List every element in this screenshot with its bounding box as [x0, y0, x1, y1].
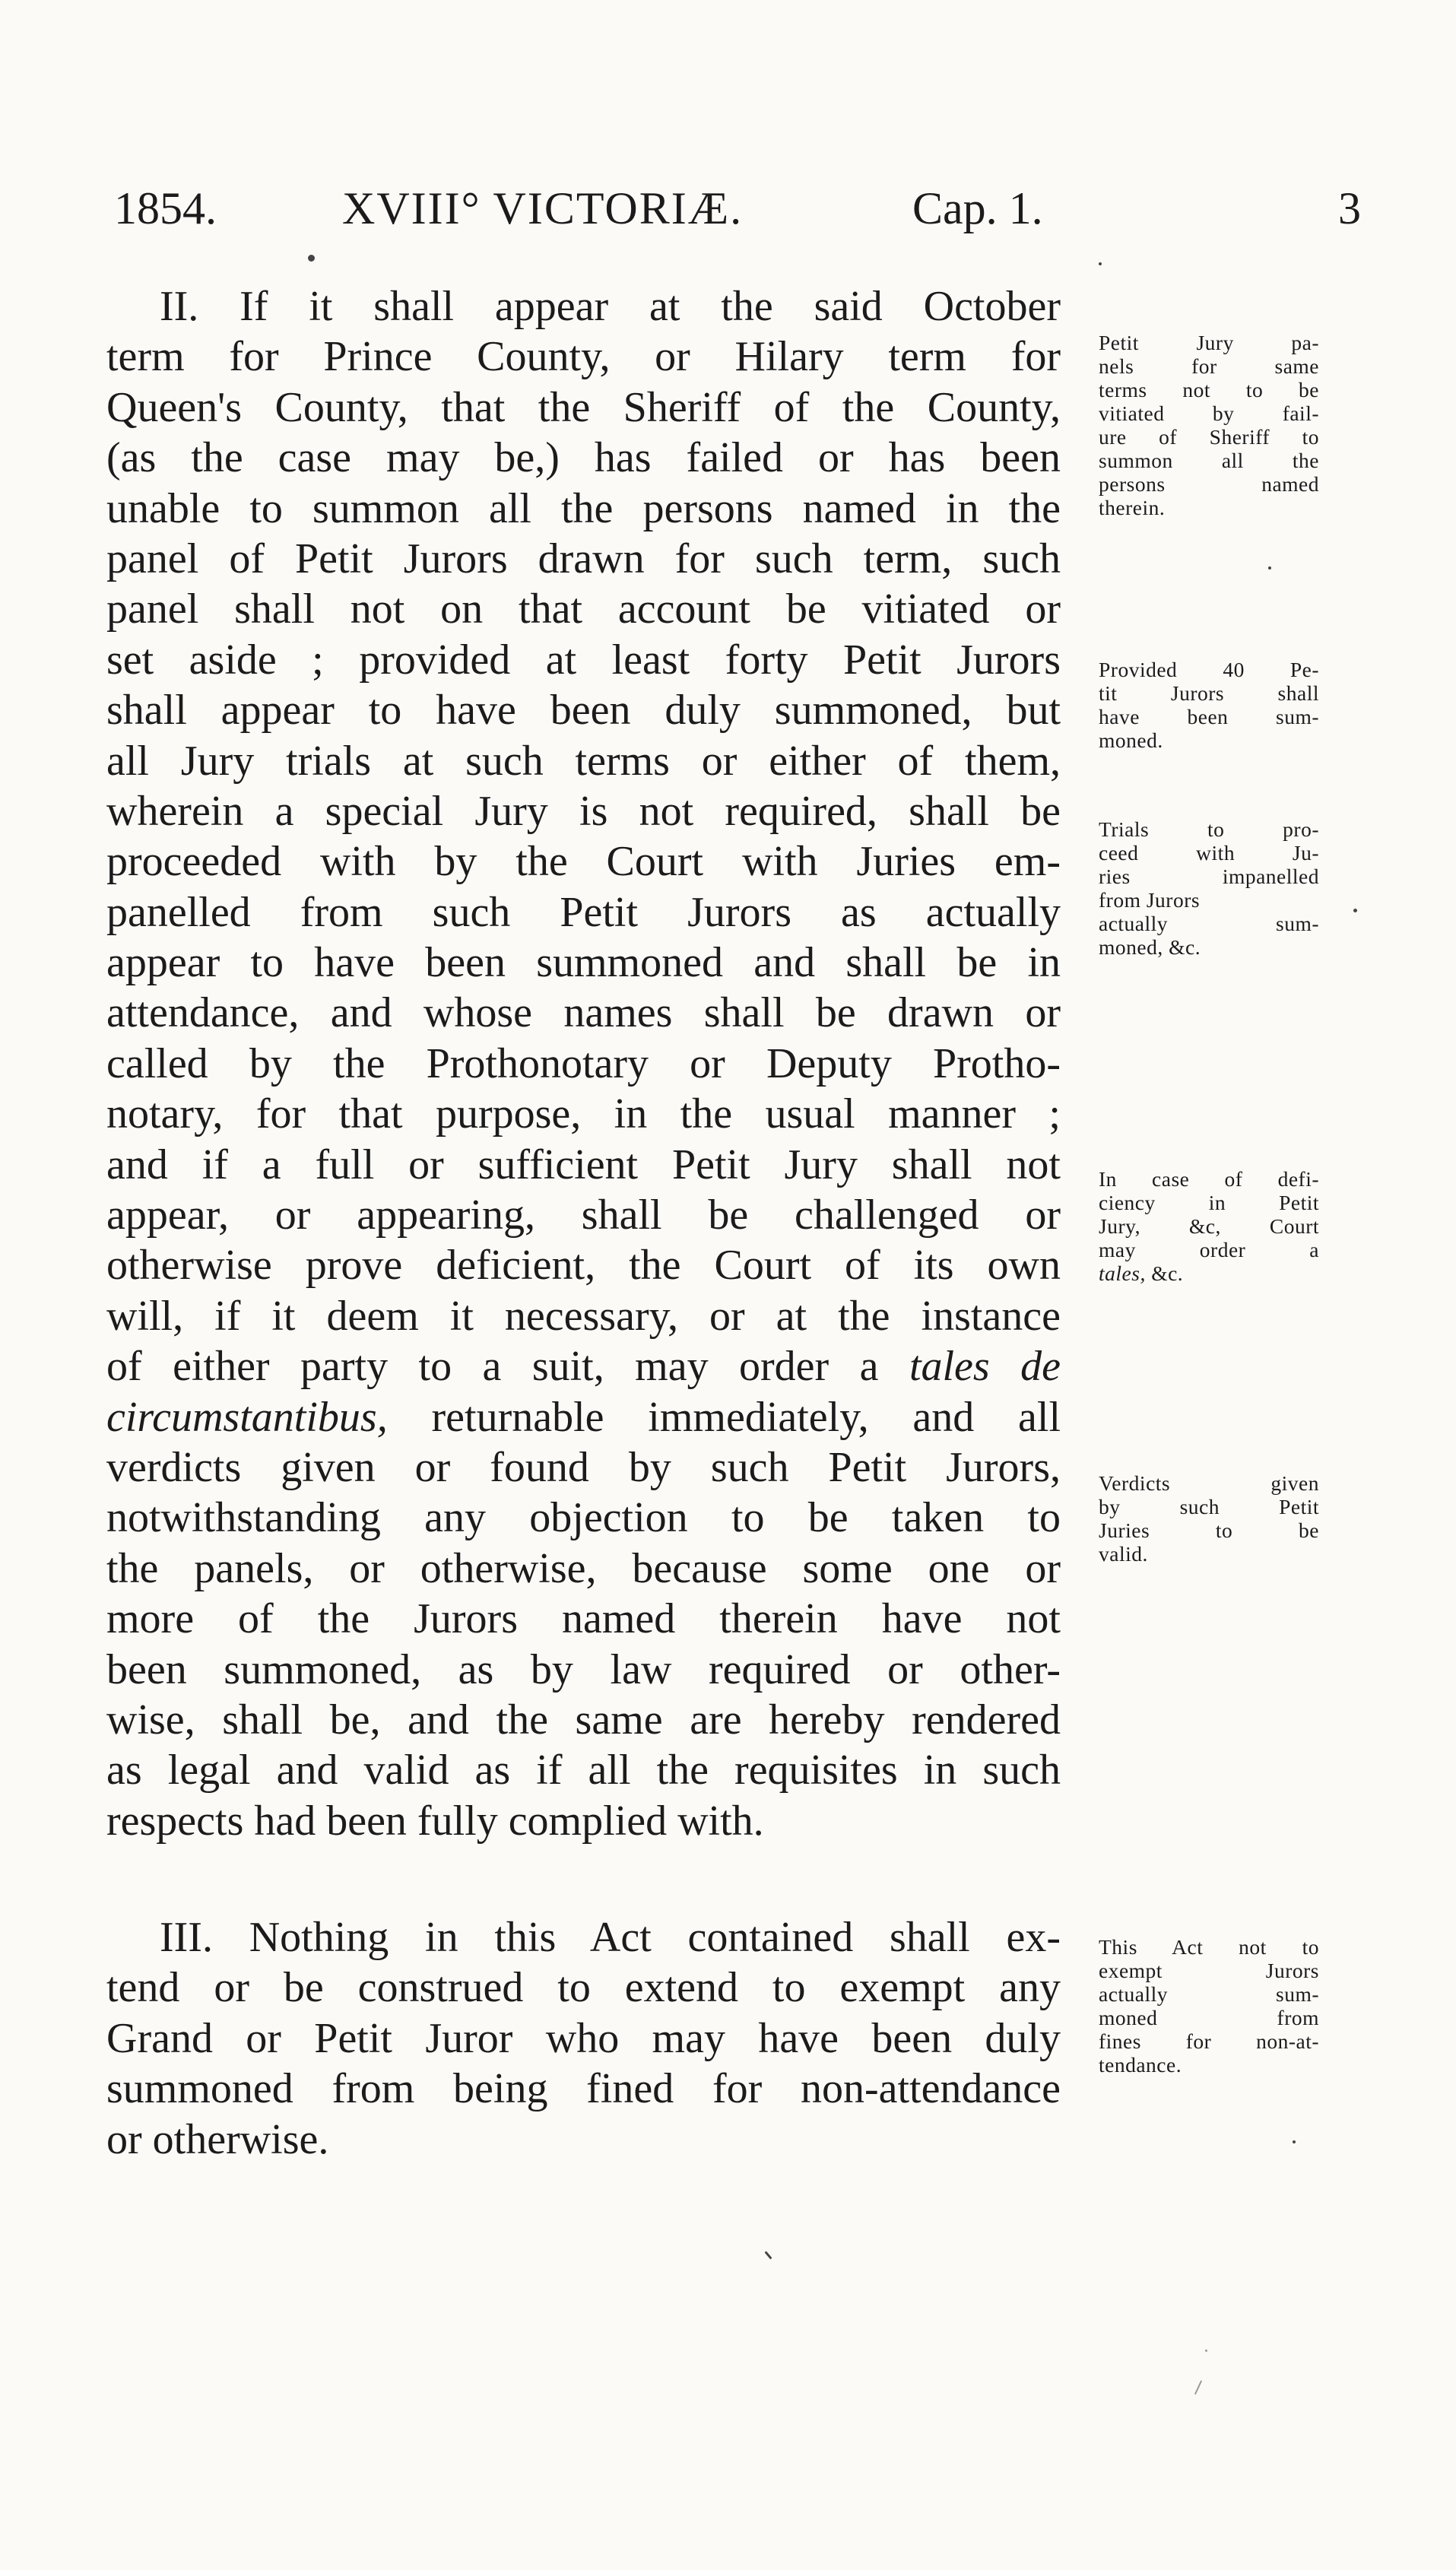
- note-line: ciency in Petit: [1099, 1191, 1319, 1214]
- scan-speck: [1353, 909, 1357, 912]
- text-line: II. If it shall appear at the said October: [160, 283, 1061, 330]
- text-line: III. Nothing in this Act contained shall ex-: [160, 1914, 1061, 1961]
- note-line: ries impanelled: [1099, 865, 1319, 888]
- italic-phrase: tales,: [1099, 1261, 1146, 1285]
- text-line: called by the Prothonotary or Deputy Protho-: [106, 1039, 1061, 1087]
- note-line: vitiated by fail-: [1099, 401, 1319, 425]
- text-line: attendance, and whose names shall be drawn or: [106, 989, 1061, 1037]
- scan-speck: [764, 2251, 772, 2259]
- note-line: This Act not to: [1099, 1935, 1319, 1959]
- text-line: and if a full or sufficient Petit Jury shall not: [106, 1141, 1061, 1188]
- text-run: of either party to a suit, may order a: [106, 1343, 909, 1391]
- text-line: panelled from such Petit Jurors as actually: [106, 888, 1061, 936]
- text-line: set aside ; provided at least forty Petit Jurors: [106, 636, 1061, 684]
- note-line: moned from: [1099, 2006, 1319, 2029]
- note-line: Trials to pro-: [1099, 817, 1319, 841]
- header-chapter: Cap. 1.: [912, 183, 1043, 233]
- marginal-note: [1099, 331, 1319, 519]
- text-line: all Jury trials at such terms or either of them,: [106, 737, 1061, 785]
- note-line: terms not to be: [1099, 378, 1319, 401]
- text-line: as legal and valid as if all the requisites in such: [106, 1747, 1061, 1794]
- note-line: summon all the: [1099, 449, 1319, 472]
- note-line: Provided 40 Pe-: [1099, 658, 1319, 681]
- note-line: [1099, 1261, 1319, 1285]
- note-line: valid.: [1099, 1542, 1148, 1566]
- scan-speck: [1099, 262, 1102, 265]
- note-line: Verdicts given: [1099, 1471, 1319, 1495]
- scan-speck: [308, 255, 315, 262]
- text-line: more of the Jurors named therein have not: [106, 1595, 1061, 1643]
- text-line: notwithstanding any objection to be taken to: [106, 1494, 1061, 1542]
- note-line: by such Petit: [1099, 1495, 1319, 1518]
- text-line: unable to summon all the persons named in the: [106, 484, 1061, 532]
- note-line: In case of defi-: [1099, 1167, 1319, 1191]
- note-line: from Jurors: [1099, 888, 1201, 912]
- note-line: Juries to be: [1099, 1518, 1319, 1542]
- section-2-paragraph: [106, 281, 1061, 1846]
- scan-speck: [1205, 2349, 1207, 2352]
- text-line: term for Prince County, or Hilary term for: [106, 333, 1061, 381]
- text-line: will, if it deem it necessary, or at the instance: [106, 1292, 1061, 1340]
- text-line: wise, shall be, and the same are hereby rendered: [106, 1696, 1061, 1743]
- text-line: notary, for that purpose, in the usual manner ;: [106, 1090, 1061, 1138]
- text-line: appear, or appearing, shall be challenged or: [106, 1191, 1061, 1239]
- italic-phrase: tales de: [909, 1343, 1061, 1391]
- scan-speck: [1293, 2140, 1296, 2143]
- text-line: respects had been fully complied with.: [106, 1797, 764, 1845]
- text-line: Queen's County, that the Sheriff of the County,: [106, 383, 1061, 431]
- text-line: (as the case may be,) has failed or has been: [106, 434, 1061, 482]
- text-line: Grand or Petit Juror who may have been duly: [106, 2014, 1061, 2062]
- text-line: proceeded with by the Court with Juries em-: [106, 838, 1061, 886]
- text-run: &c.: [1151, 1261, 1184, 1285]
- text-line: panel of Petit Jurors drawn for such term, such: [106, 535, 1061, 582]
- italic-phrase: circumstantibus,: [106, 1393, 388, 1441]
- text-line: summoned from being fined for non-attendance: [106, 2065, 1061, 2113]
- marginal-note: [1099, 1471, 1319, 1566]
- note-line: Jury, &c, Court: [1099, 1214, 1319, 1238]
- note-line: Petit Jury pa-: [1099, 331, 1319, 354]
- header-title: XVIII° VICTORIÆ.: [342, 183, 744, 233]
- text-line: verdicts given or found by such Petit Jurors,: [106, 1443, 1061, 1491]
- scan-speck: [1268, 566, 1271, 570]
- note-line: therein.: [1099, 496, 1166, 519]
- section-3-paragraph: [106, 1912, 1061, 2165]
- note-line: nels for same: [1099, 354, 1319, 378]
- note-line: moned.: [1099, 728, 1163, 752]
- text-line: [106, 1341, 1061, 1391]
- note-line: moned, &c.: [1099, 935, 1201, 959]
- note-line: exempt Jurors: [1099, 1959, 1319, 1982]
- note-line: have been sum-: [1099, 705, 1319, 728]
- note-line: ure of Sheriff to: [1099, 425, 1319, 449]
- note-line: fines for non-at-: [1099, 2029, 1319, 2053]
- note-line: actually sum-: [1099, 912, 1319, 935]
- text-line: wherein a special Jury is not required, shall be: [106, 787, 1061, 835]
- text-line: been summoned, as by law required or other-: [106, 1645, 1061, 1693]
- text-line: or otherwise.: [106, 2115, 329, 2163]
- note-line: may order a: [1099, 1238, 1319, 1261]
- marginal-note: [1099, 1167, 1319, 1285]
- scan-speck: [1194, 2381, 1202, 2395]
- note-line: persons named: [1099, 472, 1319, 496]
- text-line: otherwise prove deficient, the Court of its own: [106, 1242, 1061, 1290]
- note-line: tit Jurors shall: [1099, 681, 1319, 705]
- text-line: tend or be construed to extend to exempt any: [106, 1964, 1061, 2012]
- marginal-note: [1099, 658, 1319, 752]
- marginal-note: [1099, 1935, 1319, 2077]
- text-run: returnable immediately, and all: [431, 1393, 1061, 1441]
- note-line: actually sum-: [1099, 1982, 1319, 2006]
- text-line: panel shall not on that account be vitiated or: [106, 585, 1061, 633]
- text-line: appear to have been summoned and shall be in: [106, 939, 1061, 987]
- note-line: tendance.: [1099, 2053, 1182, 2077]
- marginal-note: [1099, 817, 1319, 959]
- running-header: [114, 182, 1361, 243]
- header-year: 1854.: [114, 183, 217, 233]
- text-line: the panels, or otherwise, because some one or: [106, 1544, 1061, 1592]
- text-line: [106, 1392, 1061, 1442]
- note-line: ceed with Ju-: [1099, 841, 1319, 865]
- text-line: shall appear to have been duly summoned, but: [106, 687, 1061, 735]
- page-number: 3: [1338, 183, 1361, 233]
